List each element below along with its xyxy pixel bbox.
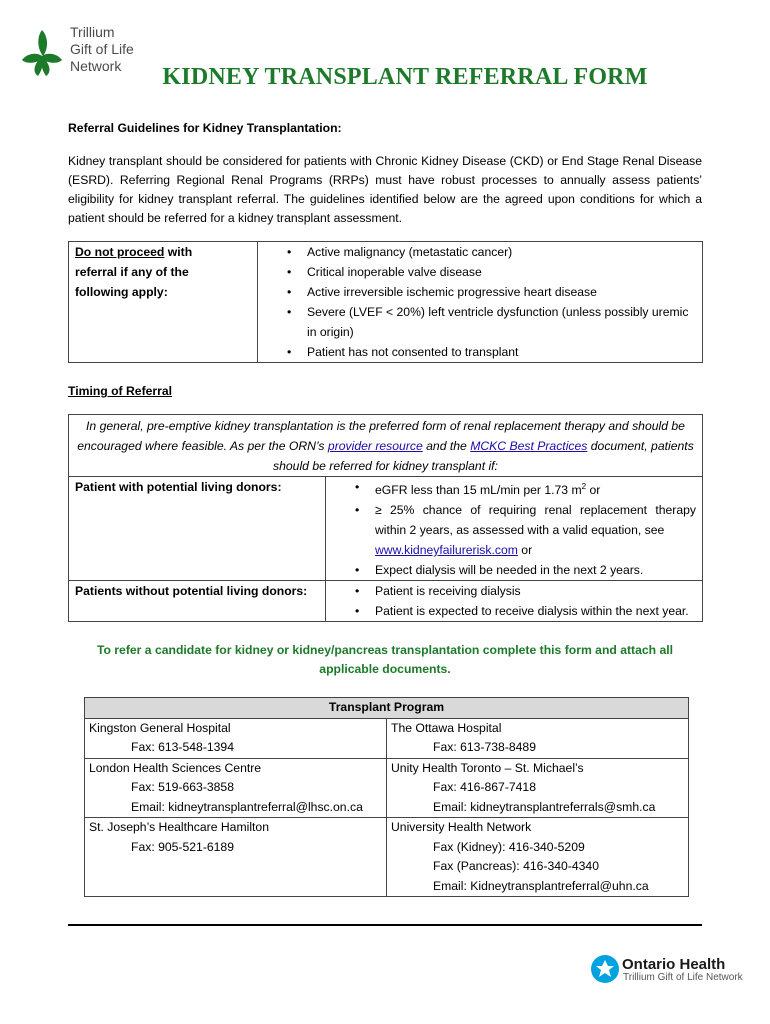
program-cell: University Health Network Fax (Kidney): 416-340-5209 Fax (Pancreas): 416-340-4340 Email: Kidneytransplantreferral@uhn.ca xyxy=(387,818,689,897)
referral-instruction: To refer a candidate for kidney or kidney/pancreas transplantation complete this form and attach all applicable documents. xyxy=(96,643,674,676)
label-text: with xyxy=(164,245,193,259)
page-title: KIDNEY TRANSPLANT REFERRAL FORM xyxy=(162,64,648,90)
logo-line: Gift of Life xyxy=(70,41,134,57)
timing-table xyxy=(69,476,702,621)
living-donor-label: Patient with potential living donors: xyxy=(69,477,326,581)
logo-line: Network xyxy=(70,58,122,74)
contraindications-table xyxy=(68,241,703,363)
label-text: following apply: xyxy=(75,285,168,299)
footer-org-name: Ontario Health xyxy=(622,956,726,973)
living-donor-criteria xyxy=(326,477,703,581)
timing-heading: Timing of Referral xyxy=(68,384,173,398)
program-cell: London Health Sciences Centre Fax: 519-663-3858 Email: kidneytransplantreferral@lhsc.on.ca xyxy=(85,758,387,818)
ontario-health-logo-icon xyxy=(590,954,620,984)
list-item: • eGFR less than 15 mL/min per 1.73 $m^2$ or xyxy=(355,480,601,498)
provider-resource-link[interactable]: provider resource xyxy=(327,439,423,453)
program-cell: St. Joseph’s Healthcare Hamilton Fax: 905-521-6189 xyxy=(85,818,387,897)
no-living-donor-label: Patients without potential living donors: xyxy=(69,581,326,622)
do-not-proceed-text: Do not proceed xyxy=(75,245,165,259)
list-item: • Critical inoperable valve disease xyxy=(287,265,482,279)
footer-org-sub: Trillium Gift of Life Network xyxy=(623,972,743,983)
list-item: • Active irreversible ischemic progressive heart disease xyxy=(287,285,597,299)
list-item: • Severe (LVEF < 20%) left ventricle dysfunction (unless possibly uremic in origin) xyxy=(287,305,689,339)
program-cell: Unity Health Toronto – St. Michael’s Fax: 416-867-7418 Email: kidneytransplantreferrals@smh.ca xyxy=(387,758,689,818)
contraindications-list xyxy=(287,242,696,362)
kidney-failure-risk-link[interactable]: www.kidneyfailurerisk.com xyxy=(375,543,518,558)
divider xyxy=(68,924,702,926)
label-text: referral if any of the xyxy=(75,265,189,279)
list-item: • ≥ 25% chance of requiring renal replacement therapy within 2 years, as assessed with a valid equation, see www.kidneyfailurerisk.com or xyxy=(355,503,696,558)
list-item: • Expect dialysis will be needed in the next 2 years. xyxy=(355,563,644,578)
logo-line: Trillium xyxy=(70,24,115,40)
list-item: • Patient has not consented to transplant xyxy=(287,345,519,359)
list-item: • Patient is expected to receive dialysis within the next year. xyxy=(355,604,689,619)
list-item: • Active malignancy (metastatic cancer) xyxy=(287,245,513,259)
program-cell: The Ottawa Hospital Fax: 613-738-8489 xyxy=(387,718,689,758)
guidelines-paragraph: Kidney transplant should be considered for patients with Chronic Kidney Disease (CKD) or End Stage Renal Disease (ESRD). Referring Regional Renal Programs (RRPs) must have robust processes to annually assess patients’ eligibility for kidney transplant referral. The guidelines identified below are the agreed upon conditions for which a patient should be referred for a kidney transplant assessment. xyxy=(68,154,702,225)
contraindications-list-cell xyxy=(258,242,703,363)
list-item: • Patient is receiving dialysis xyxy=(355,584,521,599)
no-living-donor-criteria xyxy=(326,581,703,622)
transplant-program-table xyxy=(84,697,689,897)
contraindications-label xyxy=(69,242,258,363)
guidelines-heading: Referral Guidelines for Kidney Transplantation: xyxy=(68,121,342,135)
timing-intro: In general, pre-emptive kidney transplantation is the preferred form of renal replacement therapy and should be encouraged where feasible. As per the ORN’s provider resource and the MCKC Best Practices document, patients should be referred for kidney transplant if: xyxy=(77,419,694,473)
timing-box xyxy=(68,414,703,622)
mckc-best-practices-link[interactable]: MCKC Best Practices xyxy=(470,439,588,453)
table-header: Transplant Program xyxy=(85,698,689,719)
program-cell: Kingston General Hospital Fax: 613-548-1394 xyxy=(85,718,387,758)
